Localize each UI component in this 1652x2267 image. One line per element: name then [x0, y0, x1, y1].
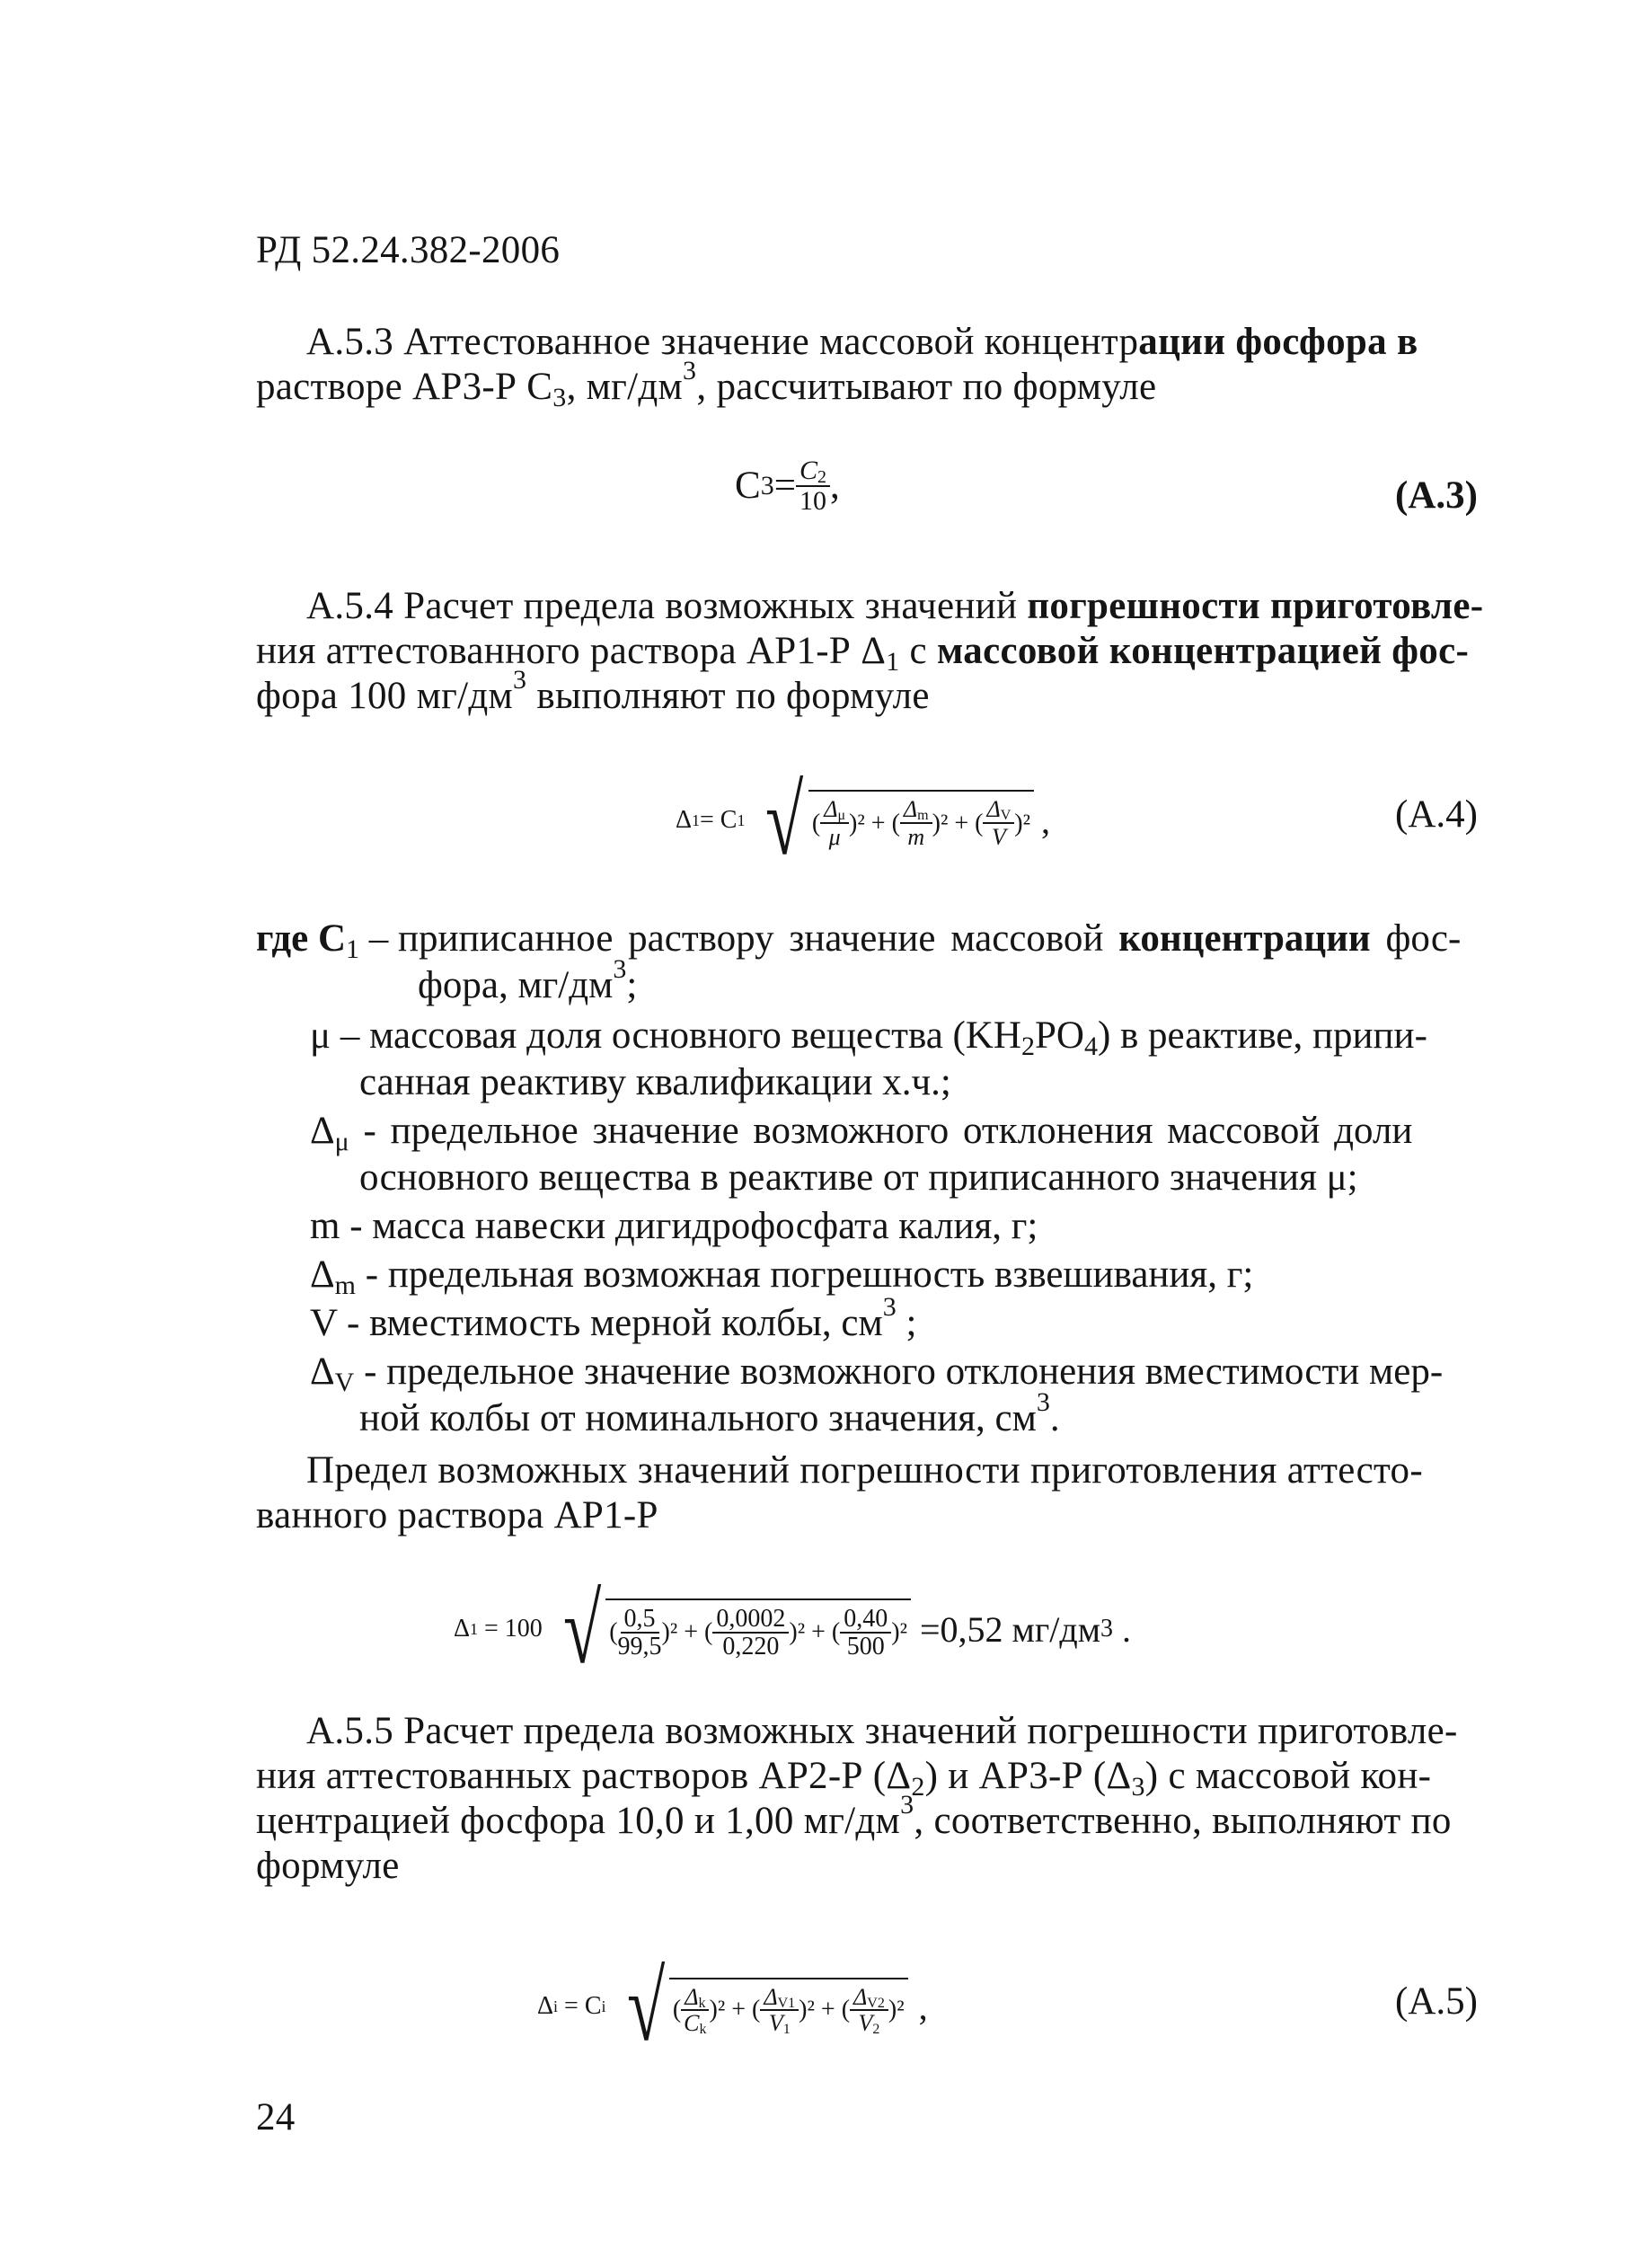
def-dm: [310, 1253, 1254, 1300]
formula-a3-fraction: [796, 456, 830, 515]
plus: +: [805, 1618, 832, 1646]
paren-open: (: [609, 1618, 618, 1646]
def-dm-sym: Δ: [310, 1253, 335, 1296]
square: ²: [669, 1618, 678, 1646]
formula-a3-lhs: С: [735, 465, 761, 507]
a54-line2-b: с массовой концентрацией фос-: [899, 630, 1470, 672]
formula-a4-root: [757, 766, 1034, 875]
def-mu-po: PO: [1034, 1014, 1084, 1057]
formula-a4-lhs: Δ: [676, 806, 693, 834]
lt1-num: 0,5: [621, 1606, 659, 1634]
paren-open: (: [704, 1618, 713, 1646]
formula-limit-end: .: [1113, 1608, 1132, 1650]
limit-line2: ванного раствора АР1-Р: [256, 1494, 658, 1536]
formula-a5-term3: [850, 1985, 888, 2036]
a5t3-den: V: [858, 2010, 873, 2036]
formula-limit-lhs: Δ: [454, 1615, 471, 1643]
def-v: [310, 1292, 917, 1346]
def-mu-sub2: 4: [1083, 1032, 1098, 1061]
paren-close: ): [891, 1618, 900, 1646]
a53-sup: 3: [683, 356, 697, 385]
paren-close: ): [789, 1618, 798, 1646]
def-v-text: - вместимость мерной колбы, см: [337, 1302, 883, 1344]
a53-line2-b: , мг/дм: [566, 366, 684, 408]
tag-a3: (А.3): [1395, 474, 1478, 517]
formula-a5-term1: [681, 1985, 709, 2036]
def-dmu-text: - предельное значение возможного отклонения массовой доли: [349, 1110, 1413, 1152]
a55-line1: А.5.5 Расчет предела возможных значений погрешности приготовле-: [306, 1710, 1458, 1752]
tag-a5: (А.5): [1395, 1980, 1478, 2023]
a5t1-den: C: [684, 2010, 700, 2036]
def-v-sup: 3: [882, 1292, 897, 1322]
def-mu: [310, 1014, 1427, 1061]
a55-line2-sub1: 2: [911, 1772, 925, 1802]
def-dmu-cont: основного вещества в реактиве от приписанного значения μ;: [359, 1156, 1358, 1199]
def-v-end: ;: [896, 1302, 917, 1344]
a55-line2-c: ) с массовой кон-: [1144, 1755, 1432, 1797]
formula-a5: Δ i = C i √ ( $\frac{\Delta_k}{C_k}$ ) ² + ( $\frac{\Delta_{V1}}{V_1}$ ) ² + ( $\frac{\Delta_{V2}}{V_2}$ ) ² ,: [537, 1952, 928, 2061]
formula-limit-radicand: [605, 1598, 911, 1660]
paren-open: (: [891, 809, 900, 837]
t3-num-sub: V: [1000, 808, 1012, 824]
paren-close: ): [1014, 809, 1023, 837]
formula-a3-comma: ,: [829, 465, 840, 507]
formula-a5-lhs: Δ: [537, 1992, 554, 2020]
a53-line2-a: растворе АР3-Р С: [256, 366, 553, 408]
a53-line1: А.5.3 Аттестованное значение массовой концентрации фосфора в: [306, 321, 1418, 363]
def-dmu-sub: μ: [334, 1127, 349, 1156]
a5t1-den-sub: k: [699, 2022, 707, 2037]
square: ²: [717, 1996, 726, 2023]
document-id: РД 52.24.382-2006: [256, 229, 561, 271]
plus: +: [677, 1618, 705, 1646]
a55-line3-b: , соответственно, выполняют по: [914, 1800, 1452, 1842]
paren-close: ): [888, 1996, 897, 2023]
def-v-sym: V: [310, 1302, 338, 1344]
tag-a4: (А.4): [1395, 793, 1478, 836]
paren-close: ): [661, 1618, 670, 1646]
a5t2-den-sub: 1: [782, 2022, 791, 2037]
formula-limit-result: =0,52 мг/дм: [910, 1608, 1101, 1650]
def-c1-sub: 1: [346, 934, 360, 964]
paren-open: (: [841, 1996, 851, 2023]
formula-a4: Δ 1 = C 1 √ ( $\frac{\Delta_\mu}{\mu}$ ) ² + ( $\frac{\Delta_m}{m}$ ) ² + ( $\frac{\Delta_V}{V}$ ) ² ,: [676, 766, 1051, 875]
a55-line4: формуле: [256, 1845, 400, 1887]
paren-open: (: [811, 809, 821, 837]
def-mu-text: – массовая доля основного вещества (KH: [331, 1014, 1021, 1057]
a5t1-num-sub: k: [698, 1995, 706, 2011]
def-dv-sym: Δ: [310, 1350, 335, 1393]
square: ²: [797, 1618, 806, 1646]
a55-line2-b: ) и АР3-Р (Δ: [924, 1755, 1132, 1797]
formula-a3-num-sub: 2: [817, 467, 826, 487]
def-dmu-sym: Δ: [310, 1110, 335, 1152]
paren-open: (: [752, 1996, 761, 2023]
lt3-num: 0,40: [840, 1606, 891, 1634]
def-mu-sub1: 2: [1020, 1032, 1035, 1061]
square: ²: [940, 809, 949, 837]
def-dm-text: - предельная возможная погрешность взвешивания, г;: [356, 1253, 1254, 1296]
radical-sign-icon: √: [626, 1952, 665, 2061]
a54-line2-a: ния аттестованного раствора АР1-Р Δ: [256, 630, 887, 672]
formula-a5-root: [619, 1952, 908, 2061]
paren-close: ): [709, 1996, 718, 2023]
def-c1-dash: –: [359, 917, 399, 960]
lt1-den: 99,5: [617, 1633, 662, 1660]
a55-line2-sub2: 3: [1131, 1772, 1145, 1802]
def-c1-cont: [418, 954, 638, 1008]
paren-open: (: [831, 1618, 841, 1646]
def-mu-text-b: ) в реактиве, припи-: [1097, 1014, 1427, 1057]
def-where: где С: [256, 917, 347, 960]
def-dv-text: - предельное значение возможного отклонения вместимости мер-: [354, 1350, 1444, 1393]
def-c1-text: приписанное раствору значение массовой концентрации фос-: [398, 917, 1462, 960]
plus: +: [725, 1996, 753, 2023]
limit-text: [256, 1448, 1509, 1538]
formula-a3-num: С: [799, 456, 817, 485]
a55-line2-a: ния аттестованных растворов АР2-Р (Δ: [256, 1755, 912, 1797]
a5t2-den: V: [768, 2010, 783, 2036]
formula-a5-comma: ,: [918, 1986, 928, 2027]
def-c1-text2: фора, мг/дм: [418, 964, 614, 1006]
square: ²: [899, 1618, 907, 1646]
a5t2-num: Δ: [764, 1983, 778, 2010]
formula-a5-term2: [760, 1985, 799, 2036]
lt2-den: 0,220: [722, 1633, 780, 1660]
def-m-text: - масса навески дигидрофосфата калия, г;: [340, 1205, 1038, 1247]
a5t3-den-sub: 2: [872, 2022, 880, 2037]
a54-line2-sub: 1: [886, 647, 900, 677]
square: ²: [807, 1996, 815, 2023]
paren-open: (: [975, 809, 984, 837]
section-a53-text: [256, 320, 1509, 410]
a5t3-num: Δ: [853, 1983, 868, 2010]
a53-line2-c: , рассчитывают по формуле: [696, 366, 1157, 408]
formula-limit: Δ 1 = 100 √ ( $\frac{0,5}{99,5}$ ) ² + ( $\frac{0,0002}{0,220}$ ) ² + ( $\frac{0,40}{500}$ ) ² =0,52 мг/дм 3 .: [454, 1574, 1132, 1684]
t2-num: Δ: [903, 796, 918, 823]
def-c1: [256, 917, 1462, 964]
def-c1-end: ;: [626, 964, 638, 1006]
formula-a3: С 3 = $\frac{С_2}{10}$ ,: [735, 456, 840, 516]
t1-num: Δ: [824, 796, 838, 823]
paren-close: ): [799, 1996, 808, 2023]
a55-line3-a: центрацией фосфора 10,0 и 1,00 мг/дм: [256, 1800, 901, 1842]
square: ²: [897, 1996, 905, 2023]
a5t1-num: Δ: [685, 1983, 699, 2010]
a54-line3-b: выполняют по формуле: [526, 675, 930, 717]
lt3-den: 500: [846, 1633, 885, 1660]
def-dv-cont: [359, 1387, 1060, 1441]
plus: +: [864, 809, 892, 837]
page-number: 24: [256, 2096, 296, 2139]
limit-line1: Предел возможных значений погрешности приготовления аттесто-: [306, 1449, 1423, 1492]
t3-den: V: [991, 823, 1006, 850]
a5t2-num-sub: V1: [777, 1995, 796, 2011]
formula-a3-den: 10: [799, 485, 826, 516]
t3-num: Δ: [986, 796, 1001, 823]
t2-num-sub: m: [917, 808, 929, 824]
radical-sign-icon: √: [562, 1574, 602, 1684]
formula-limit-eq: = 100: [478, 1615, 543, 1643]
a53-sub: 3: [552, 383, 567, 412]
def-m: [310, 1204, 1038, 1249]
def-dv-sup: 3: [1036, 1387, 1050, 1417]
square: ²: [857, 809, 865, 837]
def-mu-sym: μ: [310, 1014, 331, 1057]
paren-close: ): [849, 809, 858, 837]
def-dv: [310, 1350, 1443, 1395]
t1-den: μ: [828, 823, 841, 850]
formula-limit-term2: [712, 1606, 789, 1660]
a5t3-num-sub: V2: [867, 1995, 885, 2011]
section-a55-text: [256, 1709, 1509, 1889]
formula-limit-term1: [618, 1606, 662, 1660]
t1-num-sub: μ: [837, 808, 846, 824]
def-dmu: [310, 1109, 1412, 1154]
formula-a4-comma: ,: [1041, 800, 1051, 841]
formula-a4-term2: [900, 797, 932, 850]
def-mu-cont: санная реактиву квалификации х.ч.;: [359, 1061, 951, 1103]
def-dm-sub: m: [334, 1271, 356, 1300]
formula-a4-term1: [820, 797, 849, 850]
formula-a4-radicand: [808, 790, 1034, 850]
a54-line3-a: фора 100 мг/дм: [256, 675, 514, 717]
section-a54-text: [256, 584, 1509, 719]
def-dv-text2: ной колбы от номинального значения, см: [359, 1397, 1037, 1439]
formula-a4-term3: [983, 797, 1014, 850]
square: ²: [1022, 809, 1031, 837]
paren-open: (: [672, 1996, 682, 2023]
formula-a4-eq: = C: [700, 806, 738, 834]
radical-sign-icon: √: [765, 766, 804, 875]
formula-a5-eq: = C: [558, 1992, 602, 2020]
formula-limit-term3: [840, 1606, 891, 1660]
a55-line3-sup: 3: [900, 1790, 914, 1820]
plus: +: [948, 809, 976, 837]
lt2-num: 0,0002: [712, 1606, 789, 1634]
def-c1-sup: 3: [613, 954, 627, 984]
formula-a3-eq: =: [773, 465, 796, 507]
def-m-sym: m: [310, 1205, 340, 1247]
paren-close: ): [932, 809, 941, 837]
a54-line3-sup: 3: [513, 665, 527, 695]
def-dv-sub: V: [334, 1368, 355, 1397]
plus: +: [814, 1996, 842, 2023]
a54-line1: А.5.4 Расчет предела возможных значений погрешности приготовле-: [306, 585, 1484, 627]
t2-den: m: [907, 823, 925, 850]
def-dv-end: .: [1049, 1397, 1060, 1439]
formula-a5-radicand: [669, 1978, 908, 2036]
